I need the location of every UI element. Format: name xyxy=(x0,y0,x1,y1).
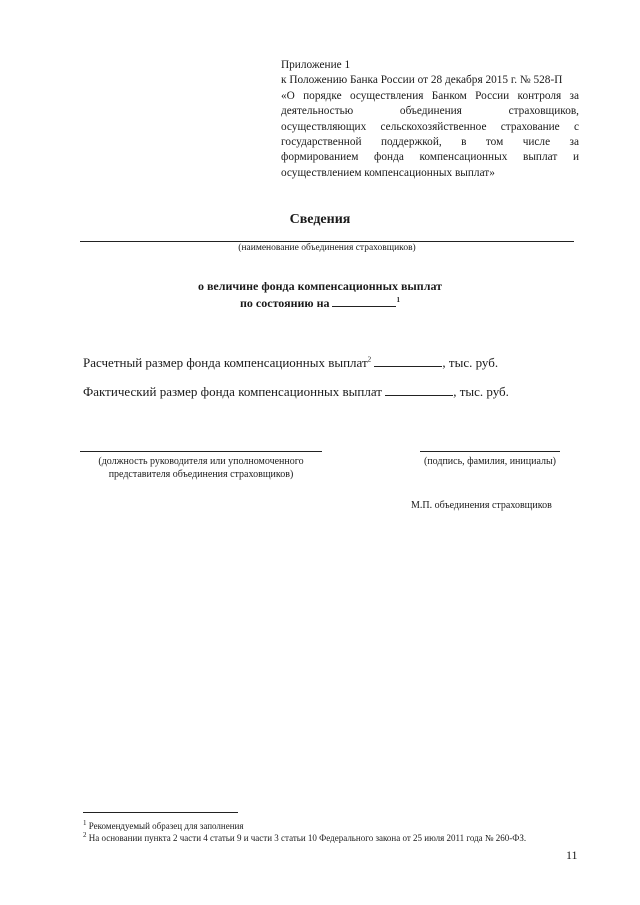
position-caption xyxy=(80,455,322,481)
org-name-line xyxy=(80,241,574,242)
appendix-line: осуществляющих сельскохозяйственное страхование с xyxy=(281,120,579,133)
appendix-line: к Положению Банка России от 28 декабря 2015 г. № 528-П xyxy=(281,74,563,87)
actual-fund-row xyxy=(83,384,509,400)
page-number: 11 xyxy=(566,848,578,862)
as-of-date-blank[interactable] xyxy=(332,296,396,307)
estimated-fund-label: Расчетный размер фонда компенсационных выплат xyxy=(83,355,368,370)
position-line[interactable] xyxy=(80,451,322,452)
footnote-ref: 1 xyxy=(396,296,400,304)
appendix-line: «О порядке осуществления Банком России контроля за xyxy=(281,89,579,102)
position-caption-line: (должность руководителя или уполномоченного xyxy=(98,456,304,467)
seal-label: М.П. объединения страховщиков xyxy=(411,500,552,511)
footnote-ref: 2 xyxy=(367,355,372,364)
appendix-line: формированием фонда компенсационных выплат и xyxy=(281,151,579,164)
footnote-number: 2 xyxy=(83,831,87,839)
position-caption-line: представителя объединения страховщиков) xyxy=(108,469,294,480)
appendix-line: деятельностью объединения страховщиков, xyxy=(281,105,579,118)
actual-fund-blank[interactable] xyxy=(385,385,453,396)
footnote-separator xyxy=(83,812,238,813)
subtitle-line-1: о величине фонда компенсационных выплат xyxy=(197,279,443,293)
estimated-fund-unit: , тыс. руб. xyxy=(442,355,499,370)
estimated-fund-blank[interactable] xyxy=(374,356,442,367)
appendix-reference xyxy=(281,58,579,181)
footnote-2 xyxy=(83,831,526,843)
footnote-text: На основании пункта 2 части 4 статьи 9 и части 3 статьи 10 Федерального закона от 25 июля 2011 года № 260-ФЗ. xyxy=(88,833,527,843)
footnote-1 xyxy=(83,819,244,831)
footnote-text: Рекомендуемый образец для заполнения xyxy=(88,821,244,831)
as-of-label: по состоянию на xyxy=(240,296,330,310)
subtitle-line-2 xyxy=(0,296,640,311)
actual-fund-unit: , тыс. руб. xyxy=(453,384,509,399)
signature-line[interactable] xyxy=(420,451,560,452)
estimated-fund-row xyxy=(83,355,498,371)
appendix-line: Приложение 1 xyxy=(281,59,351,71)
actual-fund-label: Фактический размер фонда компенсационных выплат xyxy=(83,384,382,399)
signature-caption: (подпись, фамилия, инициалы) xyxy=(423,456,557,467)
appendix-line: осуществлением компенсационных выплат» xyxy=(281,166,495,179)
appendix-line: государственной поддержкой, в том числе за xyxy=(281,136,579,149)
org-name-caption: (наименование объединения страховщиков) xyxy=(238,243,416,253)
document-title: Сведения xyxy=(289,212,351,227)
footnote-number: 1 xyxy=(83,819,87,827)
